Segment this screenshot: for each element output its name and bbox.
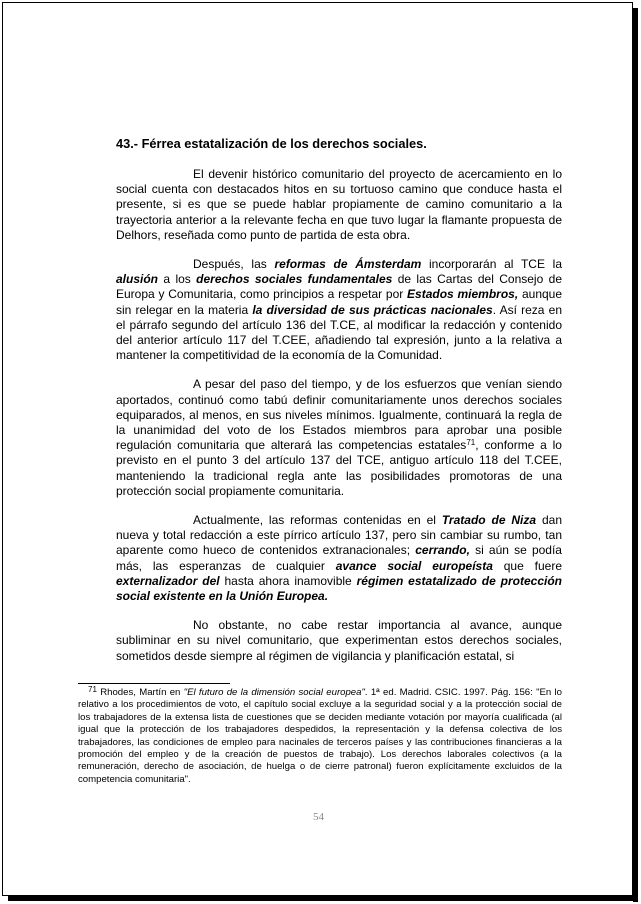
footnote-cited-title: "El futuro de la dimensión social europea" <box>183 687 365 698</box>
p2-text-2: incorporarán al TCE la <box>421 257 562 272</box>
section-heading: 43.- Férrea estatalización de los derechos sociales. <box>116 136 427 151</box>
p4-emphasis-5: régimen estatalizado de protección social existente en la Unión Europea. <box>116 573 563 604</box>
paragraph-5-text: No obstante, no cabe restar importancia al avance, aunque subliminar en su nivel comunitario, que experimentan estos derechos sociales, sometidos desde siempre al régimen de vigilancia y planificación estatal, si <box>116 618 562 663</box>
p2-text-6: . Así reza en el párrafo segundo del artículo 136 del T.CE, al modificar la redacción y contenido del anterior artículo 117 del T.CEE, añadiendo tal expresión, junto a la relativa a mantener la competitividad de la economía de la Comunidad. <box>116 302 563 363</box>
p4-emphasis-3: avance social europeísta <box>335 558 493 573</box>
paragraph-4 <box>116 513 562 604</box>
p2-text-5: aunque sin relegar en la materia <box>116 287 563 317</box>
paragraph-3 <box>116 377 562 499</box>
p2-emphasis-4: Estados miembros, <box>407 287 519 302</box>
paragraph-1-text: El devenir histórico comunitario del proyecto de acercamiento en lo social cuenta con destacados hitos en su tortuoso camino que conduce hasta el presente, si es que se puede hablar propiamente de camino comunitario a la trayectoria anterior a la relevante fecha en que tuvo lugar la flamante propuesta de Delhors, reseñada como punto de partida de esta obra. <box>116 167 562 242</box>
p2-emphasis-1: reformas de Ámsterdam <box>274 257 422 272</box>
p4-text-3: si aún se podía más, las esperanzas de cualquier <box>116 543 562 573</box>
footnote <box>78 687 562 786</box>
page-body <box>116 136 562 664</box>
p4-text-2: dan nueva y total redacción a este pírrico artículo 137, pero sin cambiar su rumbo, tan aparente como hueco de contenidos extranacionales; <box>116 513 562 558</box>
paragraph-5 <box>116 618 562 664</box>
page-number: 54 <box>313 811 324 823</box>
page-shadow-bottom <box>8 896 638 901</box>
p4-text-5: hasta ahora inamovible <box>219 573 357 588</box>
page-shadow-right <box>633 8 638 902</box>
p4-text-4: que fuere <box>492 558 562 573</box>
p2-text-1: Después, las <box>193 257 275 272</box>
footnote-reference[interactable]: 71 <box>466 438 476 448</box>
p3-text-2: , conforme a lo previsto en el punto 3 del artículo 137 del TCE, antiguo artículo 118 del T.CEE, manteniendo la tradicional regla ante las posibilidades promotoras de una protección social propiamente comunitaria. <box>116 438 562 498</box>
footnote-text-1: Rhodes, Martín en <box>96 687 184 698</box>
p3-text-1: A pesar del paso del tiempo, y de los esfuerzos que venían siendo aportados, continuó como tabú definir comunitariamente unos derechos sociales equiparados, al menos, en sus niveles mínimos. Igualmente, continuará la regla de la unanimidad del voto de los Estados miembros para aprobar una posible regulación comunitaria que alterará las competencias estatales <box>116 377 562 453</box>
footnote-text-2: . 1ª ed. Madrid. CSIC. 1997. Pág. 156: "En lo relativo a los procedimientos de voto, el capítulo social excluye a la seguridad social y a la protección social de los trabajadores de la extensa lista de cuestiones que se deciden mediante votación por mayoría cualificada (al igual que la protección de los trabajadores despedidos, la representación y la defensa colectiva de los trabajadores, las condiciones de empleo para nacinales de terceros países y las contribuciones financieras a la promoción del empleo y de la creación de puestos de trabajo). Los derechos laborales colectivos (a la remuneración, derecho de asociación, de huelga o de cierre patronal) fueron explícitamente excluidos de la competencia comunitaria". <box>78 687 562 785</box>
p4-emphasis-2: cerrando, <box>415 543 470 558</box>
footnote-separator <box>78 683 230 684</box>
p4-emphasis-4: externalizador del <box>116 573 220 588</box>
p2-text-3: a los <box>158 272 197 287</box>
footnote-number: 71 <box>88 685 97 694</box>
p4-text-1: Actualmente, las reformas contenidas en el <box>193 513 442 528</box>
p2-emphasis-5: la diversidad de sus prácticas nacionales <box>252 302 493 317</box>
p4-emphasis-1: Tratado de Niza <box>441 513 537 528</box>
p2-emphasis-2: alusión <box>116 272 159 287</box>
p2-emphasis-3: derechos sociales fundamentales <box>196 272 393 287</box>
paragraph-2 <box>116 257 562 363</box>
p2-text-4: de las Cartas del Consejo de Europa y Comunitaria, como principios a respetar por <box>116 272 562 302</box>
paragraph-1 <box>116 167 562 243</box>
